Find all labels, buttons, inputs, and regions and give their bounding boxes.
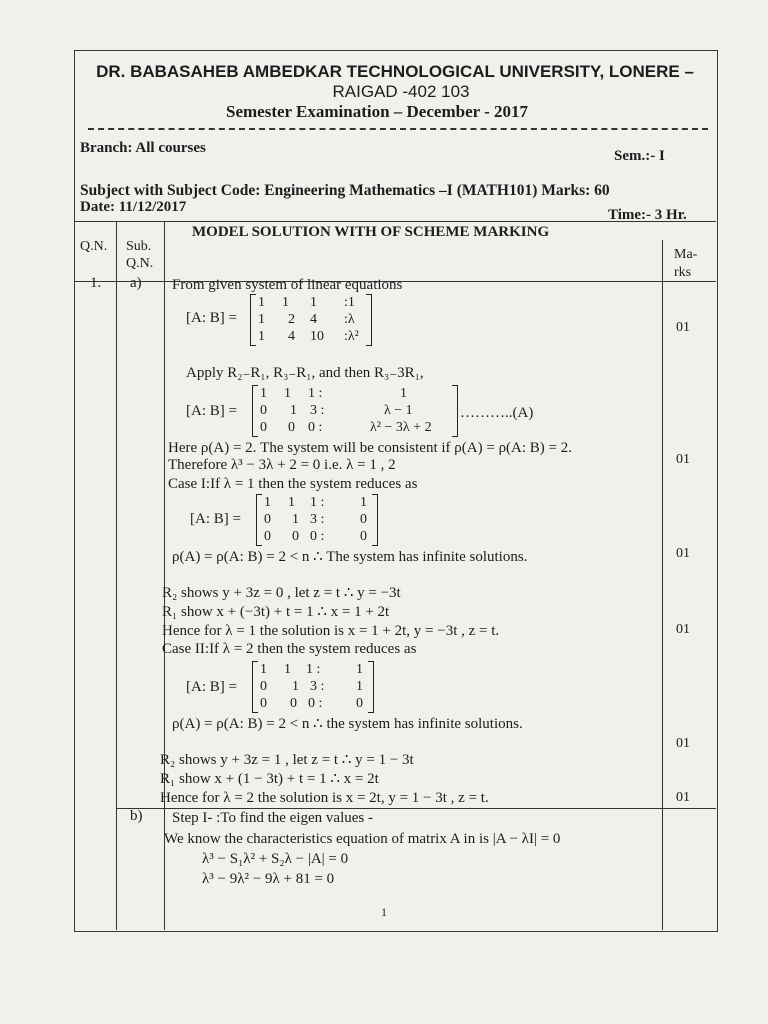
augmented-label-1: [A: B] = [186, 310, 237, 326]
case-1-r1: R₁ show x + (−3t) + t = 1 ∴ x = 1 + 2t [162, 604, 390, 620]
part-b-label: b) [130, 808, 143, 824]
page-number: 1 [381, 905, 387, 919]
exam-title: Semester Examination – December - 2017 [226, 102, 529, 121]
subqn-header-2: Q.N. [126, 256, 154, 271]
branch-label: Branch: All courses [80, 140, 206, 156]
equation-tag-a: ………..(A) [460, 405, 534, 421]
intro-line: From given system of linear equations [172, 277, 403, 293]
dashed-divider [88, 128, 708, 130]
semester-label: Sem.:- I [614, 148, 665, 164]
marks-header-1: Ma- [674, 247, 698, 262]
case-2-r2: R₂ shows y + 3z = 1 , let z = t ∴ y = 1 − 3t [160, 752, 414, 768]
matrix-4: 1 1 1 : 1 0 1 3 : 1 0 0 0 : 0 [252, 661, 374, 713]
matrix-1: 1 1 1 :1 1 2 4 :λ 1 4 10 :λ² [250, 294, 372, 346]
mark-3: 01 [676, 546, 690, 561]
subqn-header-1: Sub. [126, 239, 152, 254]
characteristic-equation-general: λ³ − S₁λ² + S₂λ − |A| = 0 [202, 851, 349, 867]
date-label: Date: 11/12/2017 [80, 199, 187, 215]
mark-4: 01 [676, 622, 690, 637]
table-top-border [74, 221, 716, 222]
subject-line: Subject with Subject Code: Engineering Mathematics –I (MATH101) Marks: 60 [80, 182, 610, 199]
case-2-heading: Case II:If λ = 2 then the system reduces as [162, 641, 417, 657]
case-1-heading: Case I:If λ = 1 then the system reduces as [168, 476, 418, 492]
mark-5: 01 [676, 736, 690, 751]
apply-row-operations: Apply R₂₋R₁, R₃₋R₁, and then R₃₋3R₁, [186, 365, 424, 381]
case-2-solution: Hence for λ = 2 the solution is x = 2t, y = 1 − 3t , z = t. [160, 790, 489, 806]
university-name-line2: RAIGAD -402 103 [332, 82, 470, 101]
part-a-label: a) [130, 275, 142, 291]
row-divider-b [116, 808, 716, 809]
col-divider-2 [164, 221, 165, 930]
col-divider-1 [116, 221, 117, 930]
step-1-heading: Step I- :To find the eigen values - [172, 810, 373, 826]
rank-statement: Here ρ(A) = 2. The system will be consistent if ρ(A) = ρ(A: B) = 2. [168, 440, 573, 456]
university-name-line1: DR. BABASAHEB AMBEDKAR TECHNOLOGICAL UNIVERSITY, LONERE – [96, 62, 694, 81]
case-1-r2: R₂ shows y + 3z = 0 , let z = t ∴ y = −3t [162, 585, 401, 601]
case-2-r1: R₁ show x + (1 − 3t) + t = 1 ∴ x = 2t [160, 771, 379, 787]
characteristic-equation-specific: λ³ − 9λ² − 9λ + 81 = 0 [202, 871, 335, 887]
question-number: 1. [90, 275, 102, 291]
mark-6: 01 [676, 790, 690, 805]
augmented-label-4: [A: B] = [186, 679, 237, 695]
rank-conclusion-1: ρ(A) = ρ(A: B) = 2 < n ∴ The system has infinite solutions. [172, 549, 528, 565]
marks-header-2: rks [674, 265, 692, 280]
mark-1: 01 [676, 320, 690, 335]
augmented-label-2: [A: B] = [186, 403, 237, 419]
therefore-line: Therefore λ³ − 3λ + 2 = 0 i.e. λ = 1 , 2 [168, 457, 396, 473]
qn-header: Q.N. [80, 239, 108, 254]
time-label: Time:- 3 Hr. [608, 207, 687, 223]
augmented-label-3: [A: B] = [190, 511, 241, 527]
model-solution-heading: MODEL SOLUTION WITH OF SCHEME MARKING [192, 224, 550, 240]
matrix-3: 1 1 1 : 1 0 1 3 : 0 0 0 0 : 0 [256, 494, 378, 546]
col-divider-3 [662, 240, 663, 930]
characteristic-equation-statement: We know the characteristics equation of matrix A in is |A − λI| = 0 [164, 831, 561, 847]
case-1-solution: Hence for λ = 1 the solution is x = 1 + 2t, y = −3t , z = t. [162, 623, 500, 639]
rank-conclusion-2: ρ(A) = ρ(A: B) = 2 < n ∴ the system has infinite solutions. [172, 716, 523, 732]
matrix-2: 1 1 1 : 1 0 1 3 : λ − 1 0 0 0 : λ² − 3λ + 2 [252, 385, 458, 437]
mark-2: 01 [676, 452, 690, 467]
